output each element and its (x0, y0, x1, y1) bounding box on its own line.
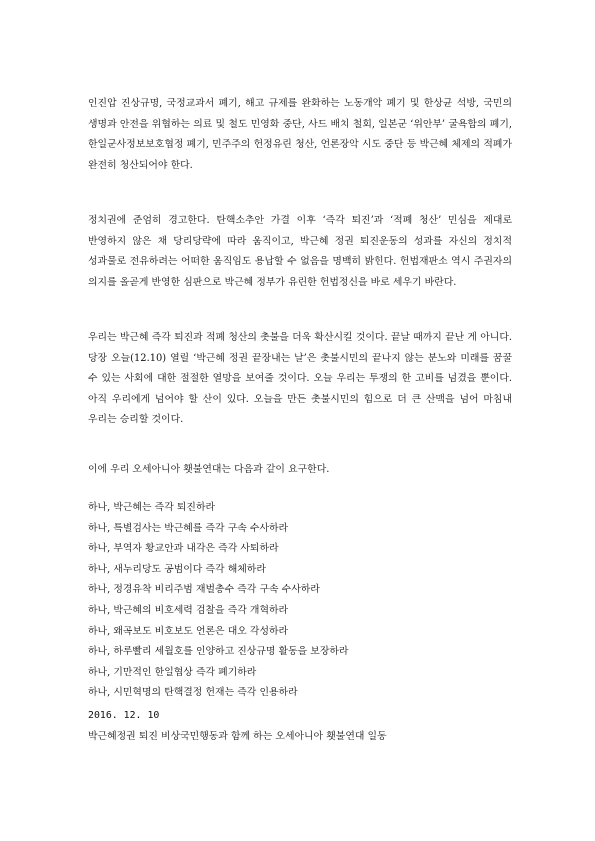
demand-item: 하나, 하루빨리 세월호를 인양하고 진상규명 활동을 보장하라 (88, 646, 349, 658)
demand-item: 하나, 새누리당도 공범이다 즉각 해체하라 (88, 563, 266, 575)
demand-item: 하나, 박근혜의 비호세력 검찰을 즉각 개혁하라 (88, 604, 289, 616)
paragraph-demand-intro: 이에 우리 오세아니아 횃불연대는 다음과 같이 요구한다. (88, 464, 330, 475)
demand-item: 하나, 왜곡보도 비호보도 언론은 대오 각성하라 (88, 625, 289, 637)
document-signature: 박근혜정권 퇴진 비상국민행동과 함께 하는 오세아니아 횃불연대 일동 (88, 731, 387, 742)
demand-item: 하나, 시민혁명의 탄핵결정 헌재는 즉각 인용하라 (88, 687, 298, 699)
document-date: 2016. 12. 10 (88, 710, 160, 721)
paragraph-candlelight: 우리는 박근혜 즉각 퇴진과 적폐 청산의 촛불을 더욱 확산시킬 것이다. 끝날 때까지 끝난 게 아니다. 당장 오늘(12.10) 열릴 ‘박근혜 정권 끝장내는 날’은 촛불시민의 끝나지 않는 분노와 미래를 꿈꿀 수 있는 사회에 대한 절절한 열망을 보여줄 것이다. 오늘 우리는 투쟁의 한 고비를 넘겼을 뿐이다. 아직 우리에게 넘어야 할 산이 있다. 오늘을 만든 촛불시민의 힘으로 더 큰 산맥을 넘어 마침내 우리는 승리할 것이다. (88, 332, 512, 426)
demand-item: 하나, 박근혜는 즉각 퇴진하라 (88, 502, 216, 513)
demand-item: 하나, 부역자 황교안과 내각은 즉각 사퇴하라 (88, 543, 279, 555)
paragraph-warning-politicians: 정치권에 준엄히 경고한다. 탄핵소추안 가결 이후 ‘즉각 퇴진’과 ‘적폐 청산’ 민심을 제대로 반영하지 않은 채 당리당략에 따라 움직이고, 박근혜 정권 퇴진운동의 성과를 자신의 정치적 성과물로 전유하려는 어떠한 움직임도 용납할 수 없음을 명백히 밝힌다. 헌법재판소 역시 주권자의 의지를 올곧게 반영한 심판으로 박근혜 정부가 유린한 헌법정신을 바로 세우기 바란다. (88, 215, 512, 288)
demand-item: 하나, 정경유착 비리주범 재벌총수 즉각 구속 수사하라 (88, 584, 320, 596)
demand-item: 하나, 기만적인 한일협상 즉각 폐기하라 (88, 666, 257, 678)
demand-item: 하나, 특별검사는 박근혜를 즉각 구속 수사하라 (88, 522, 289, 534)
demand-list (88, 498, 512, 704)
paragraph-demands-continued: 인진압 진상규명, 국정교과서 폐기, 해고 규제를 완화하는 노동개악 폐기 및 한상균 석방, 국민의 생명과 안전을 위협하는 의료 및 철도 민영화 중단, 사드 배치 철회, 일본군 ‘위안부’ 굴욕합의 폐기, 한일군사정보보호협정 폐기, 민주주의 헌정유린 청산, 언론장악 시도 중단 등 박근혜 체제의 적폐가 완전히 청산되어야 한다. (88, 98, 512, 171)
